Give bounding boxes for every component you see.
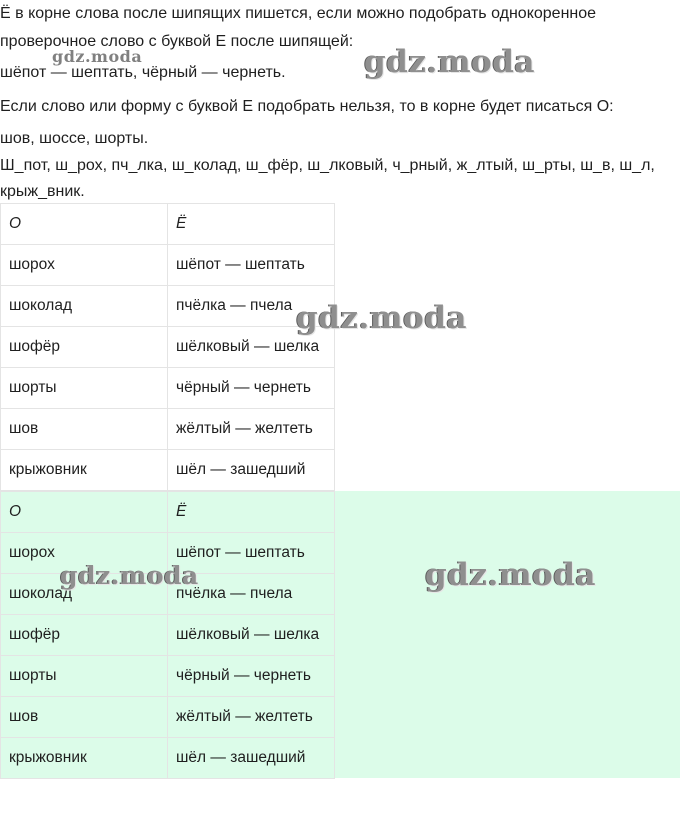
table-row (1, 286, 335, 327)
cell-o: шофёр (1, 615, 168, 656)
cell-o: шов (1, 409, 168, 450)
table-row (1, 738, 335, 779)
rule-text-line-1: Ё в корне слова после шипящих пишется, если можно подобрать однокоренное (0, 5, 597, 22)
header-yo: Ё (168, 492, 335, 533)
cell-o: шофёр (1, 327, 168, 368)
cell-yo: чёрный — чернеть (168, 368, 335, 409)
cell-o: шорох (1, 245, 168, 286)
header-yo: Ё (168, 204, 335, 245)
cell-yo: жёлтый — желтеть (168, 697, 335, 738)
cell-o: крыжовник (1, 450, 168, 491)
table-row (1, 656, 335, 697)
watermark-top: gdz.moda (364, 44, 535, 80)
table-row (1, 409, 335, 450)
cell-o: шоколад (1, 574, 168, 615)
cell-yo: пчёлка — пчела (168, 286, 335, 327)
cell-o: шорох (1, 533, 168, 574)
cell-o: шорты (1, 368, 168, 409)
header-o: О (1, 492, 168, 533)
watermark-lower-left: gdz.moda (60, 561, 199, 590)
cell-yo: шёлковый — шелка (168, 327, 335, 368)
cell-yo: шёпот — шептать (168, 245, 335, 286)
exercise-line-2: крыж_вник. (0, 183, 85, 200)
example-line-2: шов, шоссе, шорты. (0, 130, 149, 147)
cell-o: шоколад (1, 286, 168, 327)
cell-o: крыжовник (1, 738, 168, 779)
cell-yo: шёл — зашедший (168, 738, 335, 779)
cell-yo: пчёлка — пчела (168, 574, 335, 615)
watermark-lower-right: gdz.moda (425, 557, 596, 593)
table-row (1, 615, 335, 656)
example-line-1: шёпот — шептать, чёрный — чернеть. (0, 64, 286, 81)
cell-o: шорты (1, 656, 168, 697)
answer-table-2 (0, 491, 335, 779)
table-header-row (1, 204, 335, 245)
answer-table-1 (0, 203, 335, 491)
cell-yo: чёрный — чернеть (168, 656, 335, 697)
rule-text-line-2: проверочное слово с буквой Е после шипящей: (0, 33, 354, 50)
exercise-line-1: Ш_пот, ш_рох, пч_лка, ш_колад, ш_фёр, ш_лковый, ч_рный, ж_лтый, ш_рты, ш_в, ш_л, (0, 157, 655, 174)
cell-yo: шёл — зашедший (168, 450, 335, 491)
table-header-row (1, 492, 335, 533)
cell-o: шов (1, 697, 168, 738)
table-row (1, 368, 335, 409)
table-row (1, 245, 335, 286)
header-o: О (1, 204, 168, 245)
cell-yo: шёпот — шептать (168, 533, 335, 574)
table-row (1, 450, 335, 491)
watermark-middle: gdz.moda (296, 300, 467, 336)
table-row (1, 327, 335, 368)
cell-yo: шёлковый — шелка (168, 615, 335, 656)
table-row (1, 697, 335, 738)
cell-yo: жёлтый — желтеть (168, 409, 335, 450)
rule-text-line-3: Если слово или форму с буквой Е подобрать нельзя, то в корне будет писаться О: (0, 98, 614, 115)
watermark-small: gdz.moda (52, 47, 143, 66)
